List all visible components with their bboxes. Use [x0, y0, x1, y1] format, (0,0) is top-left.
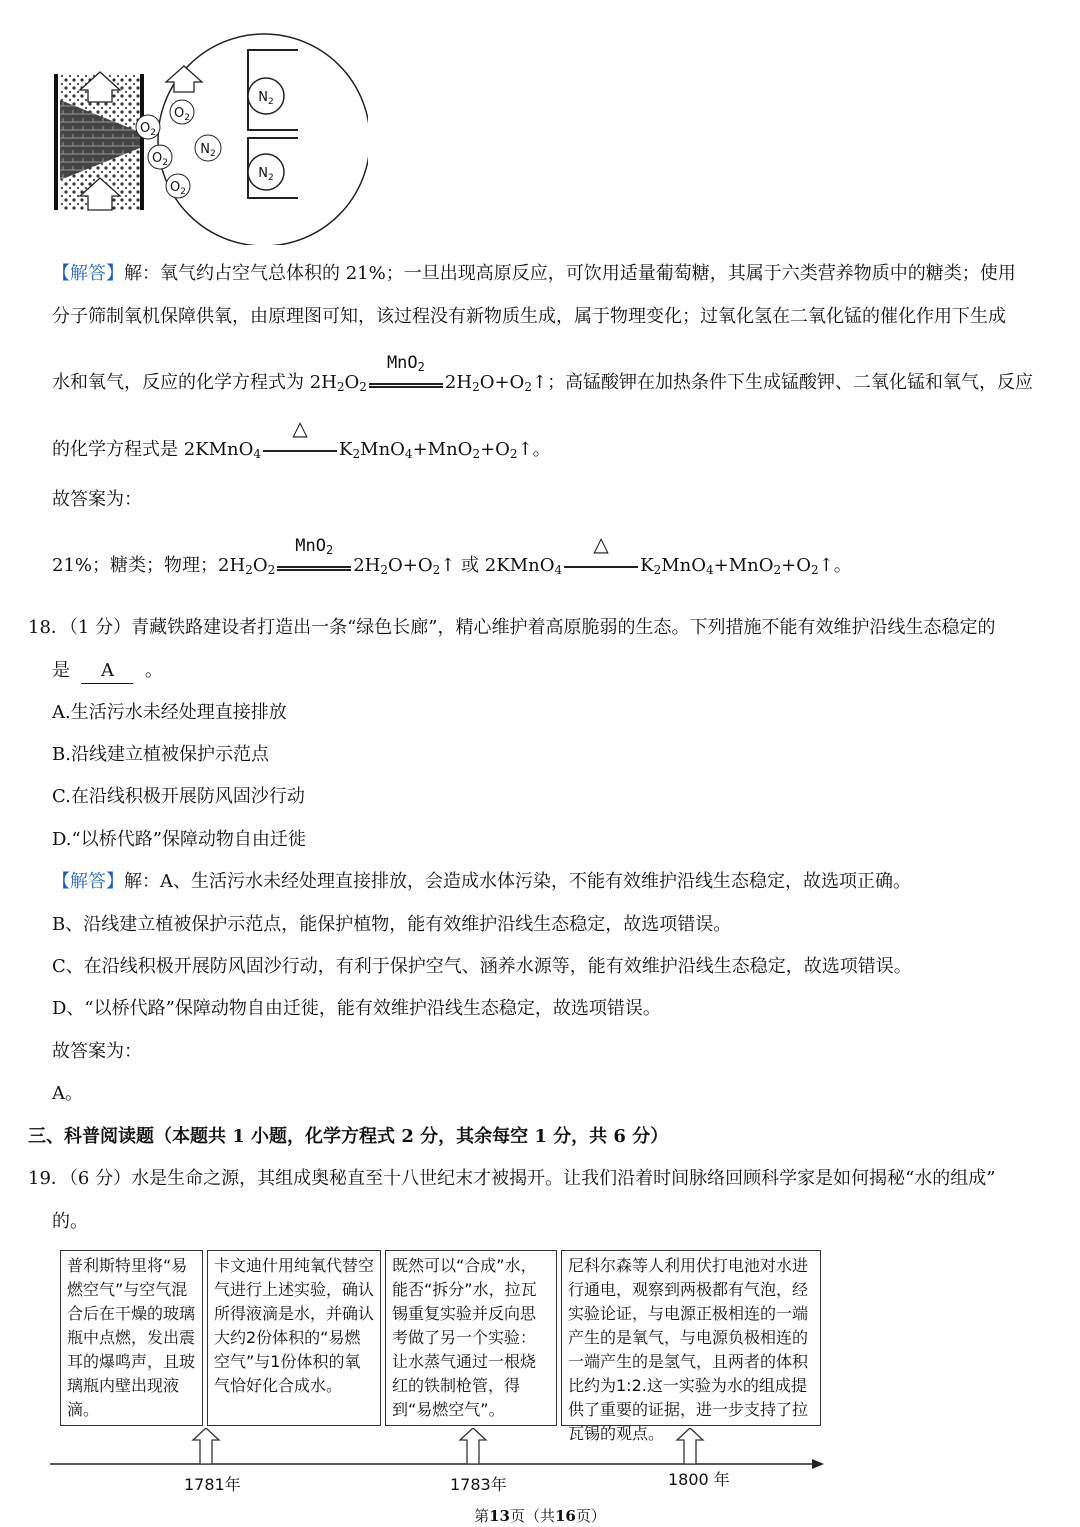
q19-stem: 19．（6 分）水是生命之源，其组成奥秘直至十八世纪末才被揭开。让我们沿着时间脉络回顾科学家是如何揭秘“水的组成”: [28, 1168, 996, 1189]
timeline-box: 尼科尔森等人利用伏打电池对水进行通电，观察到两极都有气泡，经实验论证，与电源正极相连的一端产生的是氧气，与电源负极相连的一端产生的是氢气，且两者的体积比约为1:2.这一实验为水的组成提供了重要的证据，进一步支持了拉瓦锡的观点。: [561, 1250, 821, 1426]
page-footer: 第13页（共16页）: [474, 1507, 606, 1525]
q18-answer: A。: [52, 1083, 83, 1104]
q18-option-d: D.“以桥代路”保障动物自由迁徙: [52, 829, 306, 850]
q18-option-c: C.在沿线积极开展防风固沙行动: [52, 786, 305, 807]
q17-answer-label: 故答案为：: [52, 489, 142, 510]
diagram-label: $N_2$: [200, 142, 216, 159]
equation-arrow: MnO$_2$: [275, 554, 353, 578]
q17-analysis-line2: 分子筛制氧机保障供氧，由原理图可知，该过程没有新物质生成，属于物理变化；过氧化氢在二氧化锰的催化作用下生成: [52, 306, 1006, 327]
equation-arrow: △: [261, 438, 339, 462]
equation-arrow: MnO$_2$: [367, 371, 445, 395]
up-arrow-icon: [193, 1428, 219, 1464]
timeline-box: 普利斯特里将“易燃空气”与空气混合后在干燥的玻璃瓶中点燃，发出震耳的爆鸣声，且玻璃瓶内壁出现液滴。: [60, 1250, 203, 1426]
q17-answer: 21%；糖类；物理；$2H_2O_2$ MnO$_2$ $2H_2O+O_2↑$ 或 2KMnO$_4$ △ $K_2MnO_4+MnO_2+O_2↑$。: [52, 532, 852, 577]
q19-stem-cont: 的。: [52, 1211, 88, 1232]
q18-option-a: A.生活污水未经处理直接排放: [52, 702, 287, 723]
q18-analysis-line1: 【解答】解：A、生活污水未经处理直接排放，会造成水体污染，不能有效维护沿线生态稳定，故选项正确。: [52, 871, 911, 892]
section-heading: 三、科普阅读题（本题共 1 小题，化学方程式 2 分，其余每空 1 分，共 6 分）: [28, 1126, 669, 1147]
timeline-year: 1781年: [184, 1475, 241, 1494]
diagram-label: $N_2$: [258, 166, 274, 183]
timeline-axis: [50, 1428, 830, 1472]
timeline-year: 1783年: [450, 1475, 507, 1494]
equation-arrow: △: [562, 554, 640, 578]
analysis-tag: 【解答】: [52, 871, 124, 892]
q18-option-b: B.沿线建立植被保护示范点: [52, 744, 269, 765]
q18-stem: 18．（1 分）青藏铁路建设者打造出一条“绿色长廊”，精心维护着高原脆弱的生态。下列措施不能有效维护沿线生态稳定的: [28, 617, 996, 638]
molecular-sieve-diagram: [48, 30, 368, 245]
q17-analysis-line3: 水和氧气，反应的化学方程式为 $2H_2O_2$ MnO$_2$ $2H_2O+O_2↑$；高锰酸钾在加热条件下生成锰酸钾、二氧化锰和氧气，反应: [52, 353, 1034, 394]
answer-blank: A: [81, 659, 133, 684]
diagram-label: $O_2$: [174, 106, 190, 123]
q18-analysis-line3: C、在沿线积极开展防风固沙行动，有利于保护空气、涵养水源等，能有效维护沿线生态稳定，故选项错误。: [52, 956, 912, 977]
up-arrow-icon: [460, 1428, 486, 1464]
diagram-label: $O_2$: [170, 180, 186, 197]
q18-stem-cont: 是 A 。: [52, 659, 163, 684]
q17-analysis-line4: 的化学方程式是 2KMnO$_4$ △ $K_2MnO_4+MnO_2+O_2↑$。: [52, 416, 551, 461]
diagram-label: $O_2$: [152, 151, 168, 168]
up-arrow-icon: [677, 1428, 703, 1464]
q17-analysis-line1: 【解答】解：氧气约占空气总体积的 21%；一旦出现高原反应，可饮用适量葡萄糖，其属于六类营养物质中的糖类；使用: [52, 263, 1016, 284]
timeline-box: 既然可以“合成”水，能否“拆分”水，拉瓦锡重复实验并反向思考做了另一个实验：让水蒸气通过一根烧红的铁制枪管，得到“易燃空气”。: [385, 1250, 557, 1426]
timeline-box: 卡文迪什用纯氧代替空气进行上述实验，确认所得液滴是水，并确认大约2份体积的“易燃空气”与1份体积的氧气恰好化合成水。: [207, 1250, 381, 1426]
timeline-year: 1800 年: [668, 1470, 730, 1489]
analysis-tag: 【解答】: [52, 263, 124, 284]
diagram-label: $N_2$: [258, 90, 274, 107]
diagram-label: $O_2$: [140, 121, 156, 138]
q18-analysis-line2: B、沿线建立植被保护示范点，能保护植物，能有效维护沿线生态稳定，故选项错误。: [52, 914, 732, 935]
q18-answer-label: 故答案为：: [52, 1041, 142, 1062]
q18-analysis-line4: D、“以桥代路”保障动物自由迁徙，能有效维护沿线生态稳定，故选项错误。: [52, 998, 661, 1019]
